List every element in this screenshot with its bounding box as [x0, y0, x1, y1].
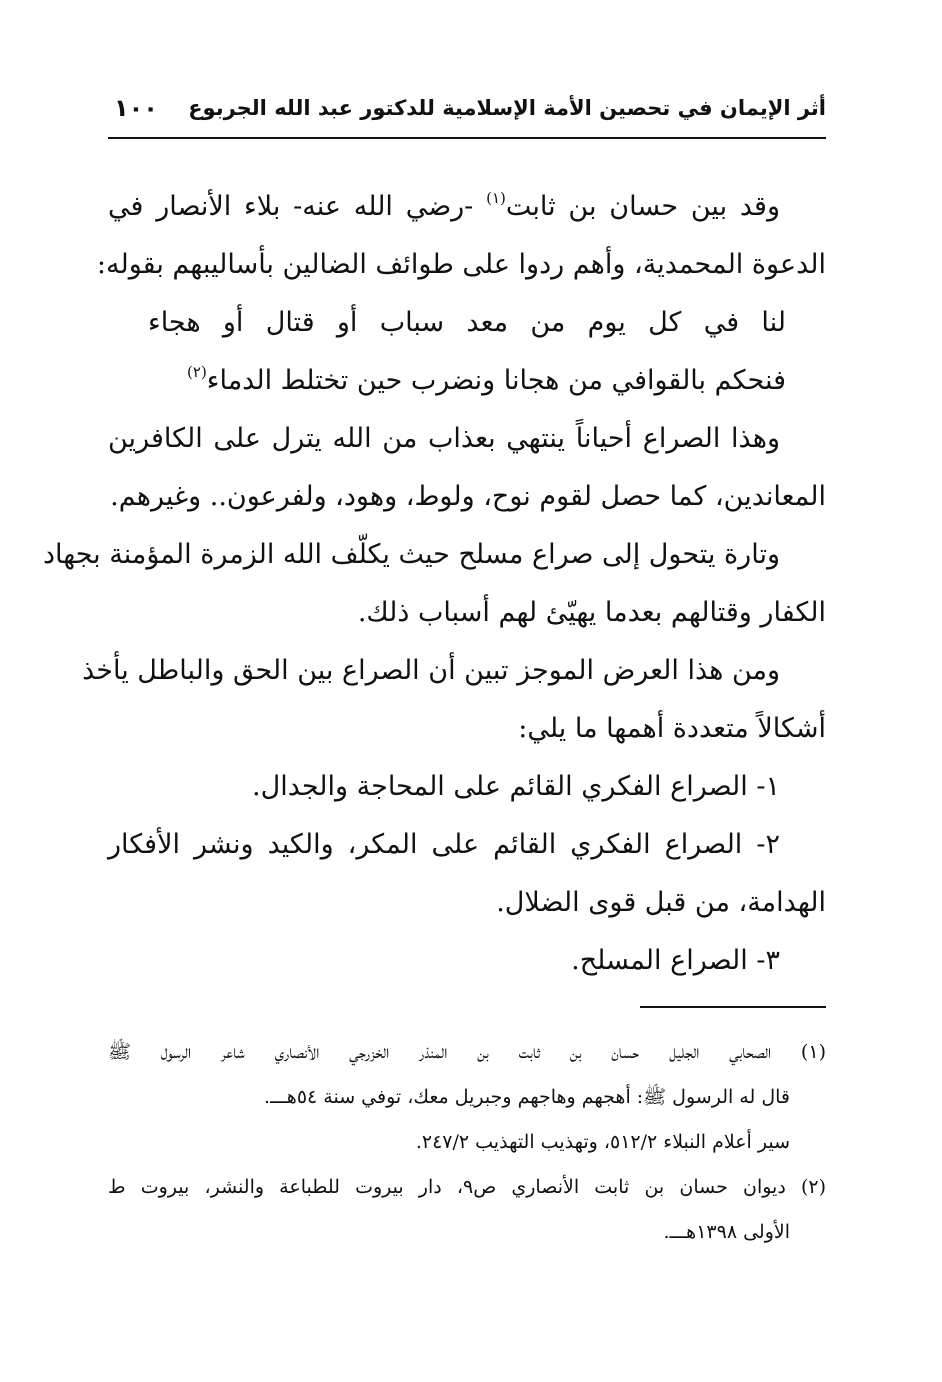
header-rule: [108, 137, 826, 139]
footnote-text: (١) الصحابي الجليل حسان بن ثابت بن المنذر الخزرجي الأنصاري شاعر الرسول ﷺ: [108, 1041, 826, 1063]
line-text: المعاندين، كما حصل لقوم نوح، ولوط، وهود، ولفرعون.. وغيرهم.: [110, 481, 826, 512]
list-item-text: ٢- الصراع الفكري القائم على المكر، والكيد ونشر الأفكار: [108, 829, 780, 860]
verse-text: لنا في كل يوم من معد سباب أو قتال أو هجاء: [148, 307, 786, 338]
paragraph-line: [108, 178, 826, 236]
header-title: أثر الإيمان في تحصين الأمة الإسلامية للدكتور عبد الله الجربوع: [188, 96, 826, 120]
line-text: الكفار وقتالهم بعدما يهيّئ لهم أسباب ذلك.: [357, 597, 826, 628]
footnote-ref: (٢): [187, 363, 207, 381]
footnote-separator: [640, 1006, 826, 1008]
footnote-text: الأولى ١٣٩٨هـــ.: [663, 1221, 790, 1243]
line-text: الدعوة المحمدية، وأهم ردوا على طوائف الضالين بأساليبهم بقوله:: [96, 249, 826, 280]
list-item-text: ٣- الصراع المسلح.: [571, 945, 780, 976]
footnote-line: [108, 1210, 826, 1255]
paragraph-line: [43, 526, 826, 584]
footnote-text: سير أعلام النبلاء ٥١٢/٢، وتهذيب التهذيب ٢٤٧/٢.: [415, 1131, 790, 1153]
line-text: أشكالاً متعددة أهمها ما يلي:: [518, 713, 826, 744]
paragraph-line: [108, 584, 826, 642]
list-item: [108, 932, 826, 990]
footnote-line: [108, 1075, 826, 1120]
line-text: ومن هذا العرض الموجز تبين أن الصراع بين الحق والباطل يأخذ: [82, 655, 780, 686]
paragraph-line: [108, 468, 826, 526]
footnotes: [108, 1030, 826, 1255]
verse-text: فنحكم بالقوافي من هجانا ونضرب حين تختلط الدماء: [206, 365, 786, 396]
page-number: ١٠٠: [114, 94, 158, 122]
footnote-line: [108, 1030, 826, 1075]
line-text: وقد بين حسان بن ثابت: [505, 191, 780, 222]
footnote-text: قال له الرسول ﷺ: أهجهم وهاجهم وجبريل معك، توفي سنة ٥٤هـــ.: [264, 1086, 790, 1108]
line-text: -رضي الله عنه- بلاء الأنصار في: [108, 191, 487, 222]
footnote-ref: (١): [486, 189, 506, 207]
list-item: [108, 816, 826, 874]
list-item-text: الهدامة، من قبل قوى الضلال.: [496, 887, 826, 918]
paragraph-line: [82, 642, 826, 700]
paragraph-line: [96, 236, 826, 294]
footnote-line: [108, 1120, 826, 1165]
line-text: وهذا الصراع أحياناً ينتهي بعذاب من الله يترل على الكافرين: [108, 423, 780, 454]
verse-line: [108, 352, 826, 410]
list-item: [108, 758, 826, 816]
line-text: وتارة يتحول إلى صراع مسلح حيث يكلّف الله الزمرة المؤمنة بجهاد: [43, 539, 780, 570]
verse-line: [108, 294, 826, 352]
list-item-text: ١- الصراع الفكري القائم على المحاجة والجدال.: [252, 771, 780, 802]
main-text: [43, 178, 826, 990]
paragraph-line: [108, 700, 826, 758]
footnote-text: (٢) ديوان حسان بن ثابت الأنصاري ص٩، دار بيروت للطباعة والنشر، بيروت ط: [108, 1176, 827, 1198]
footnote-line: [108, 1165, 826, 1210]
paragraph-line: [108, 410, 826, 468]
list-item-continuation: [108, 874, 826, 932]
running-header: [108, 92, 826, 136]
